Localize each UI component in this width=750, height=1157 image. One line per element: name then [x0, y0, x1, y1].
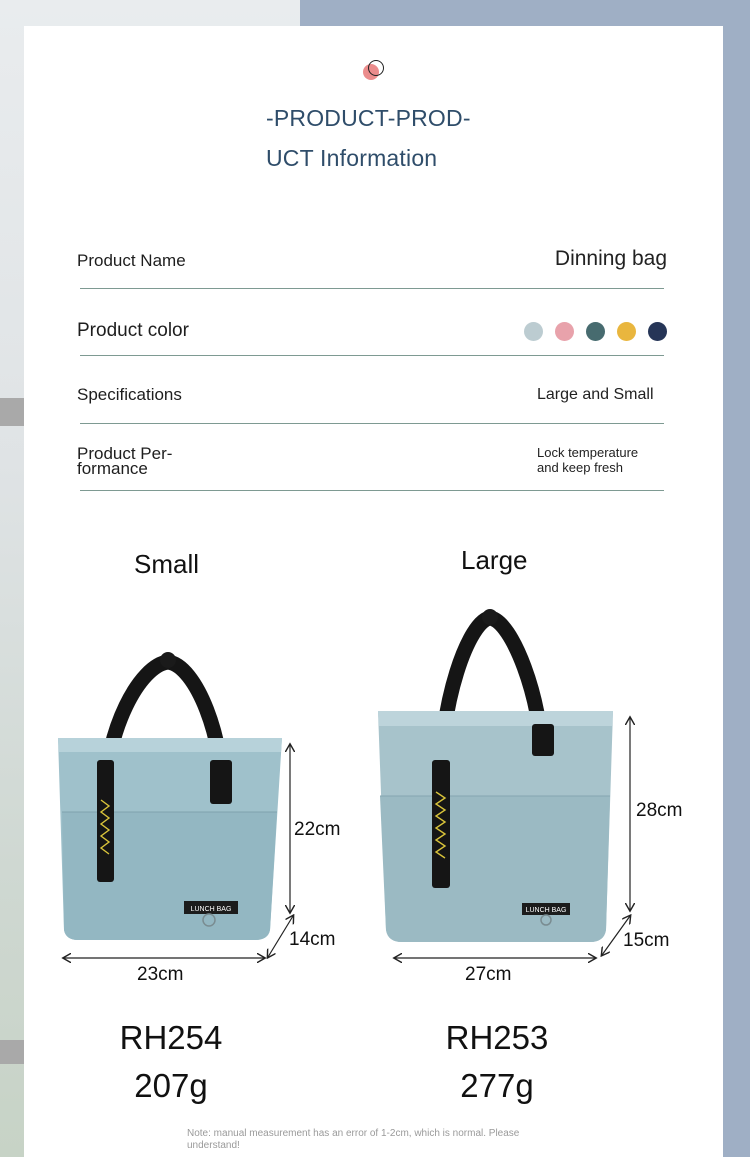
product-name-value: Dinning bag	[554, 247, 667, 270]
title-line-1: -PRODUCT-PROD-	[266, 105, 471, 131]
measurement-note: Note: manual measurement has an error of 1-2cm, which is normal. Please understand!	[187, 1128, 520, 1151]
title-line-2: UCT Information	[266, 145, 438, 171]
product-name-label: Product Name	[77, 251, 186, 270]
small-heading: Small	[134, 549, 200, 579]
large-bag-tag: LUNCH BAG	[525, 907, 567, 914]
small-model: RH254	[119, 1019, 223, 1056]
large-model: RH253	[445, 1019, 549, 1056]
large-heading: Large	[461, 545, 528, 575]
large-bag-image	[378, 609, 613, 942]
product-color-label: Product color	[77, 320, 189, 341]
specifications-label: Specifications	[77, 385, 182, 404]
large-width-label: 27cm	[465, 964, 512, 985]
performance-value-line: and keep fresh	[537, 460, 624, 475]
small-height-label: 22cm	[294, 819, 341, 840]
large-depth-label: 15cm	[623, 930, 670, 951]
small-bag-image	[58, 652, 282, 940]
performance-value-line: Lock temperature	[537, 445, 639, 460]
specifications-value: Large and Small	[537, 386, 654, 403]
small-weight: 207g	[134, 1067, 208, 1104]
large-weight: 277g	[460, 1067, 534, 1104]
large-height-label: 28cm	[636, 800, 683, 821]
performance-label-line: formance	[77, 459, 148, 478]
small-width-label: 23cm	[137, 964, 184, 985]
performance-label-line: Product Per-	[77, 444, 173, 463]
small-bag-tag: LUNCH BAG	[190, 906, 232, 913]
small-depth-label: 14cm	[289, 929, 336, 950]
